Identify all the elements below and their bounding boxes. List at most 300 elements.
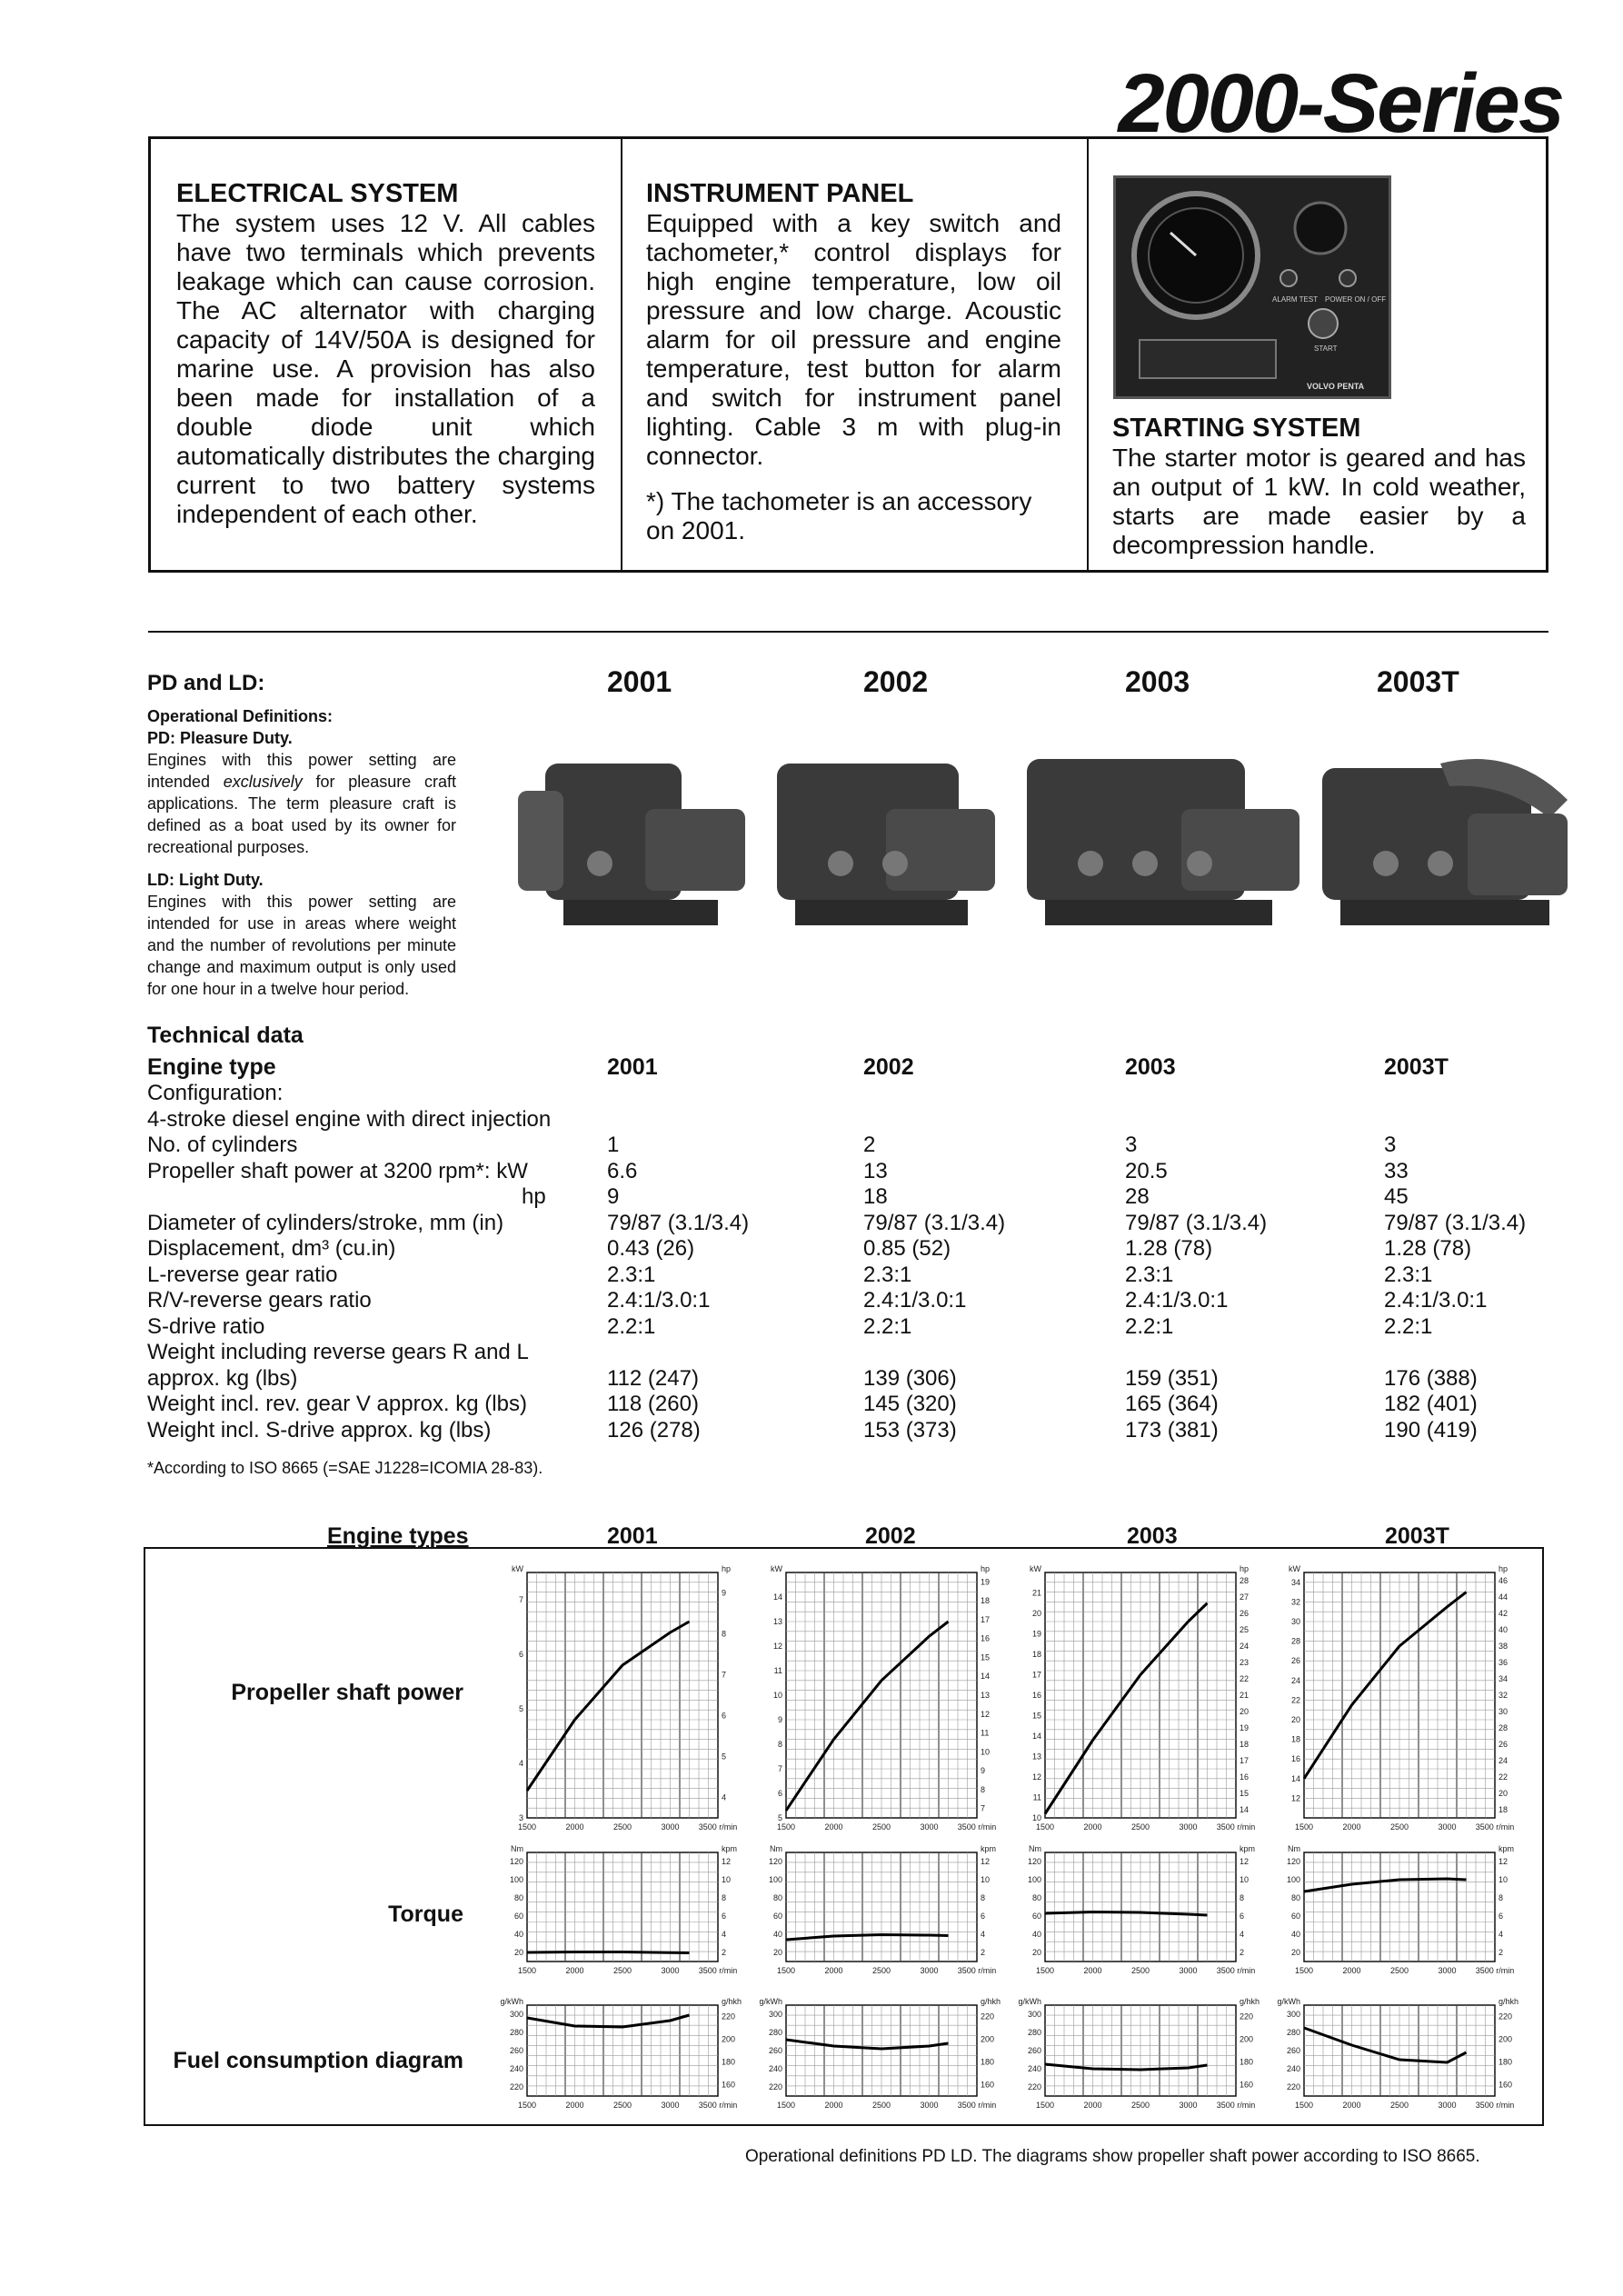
x-tick-label: 3000 — [1438, 1822, 1457, 1832]
y2-tick-label: 10 — [1499, 1875, 1508, 1884]
y2-unit-label: hp — [722, 1564, 732, 1573]
y2-tick-label: 160 — [1499, 2080, 1513, 2090]
tech-cell: 3 — [1125, 1133, 1138, 1157]
y-tick-label: 280 — [768, 2028, 782, 2037]
y2-tick-label: 5 — [722, 1752, 727, 1762]
y-tick-label: 3 — [518, 1813, 523, 1822]
tech-cell: 9 — [607, 1184, 620, 1209]
y2-tick-label: 180 — [1240, 2057, 1254, 2067]
tech-row-label: No. of cylinders — [147, 1133, 298, 1157]
tech-cell: 165 (364) — [1125, 1392, 1219, 1416]
ld-title: LD: Light Duty. — [147, 871, 264, 889]
y-tick-label: 80 — [513, 1893, 523, 1902]
tech-row-label: Configuration: — [147, 1081, 284, 1105]
y2-tick-label: 8 — [1499, 1893, 1504, 1902]
pdld-heading: PD and LD: — [147, 671, 265, 695]
y-tick-label: 80 — [1290, 1893, 1300, 1902]
engine-type-label: Engine type — [147, 1054, 276, 1080]
tech-cell: 45 — [1384, 1184, 1409, 1209]
tech-cell: 190 (419) — [1384, 1417, 1478, 1442]
y-tick-label: 80 — [1031, 1893, 1041, 1902]
y2-unit-label: kpm — [981, 1844, 997, 1853]
y-tick-label: 20 — [1290, 1948, 1300, 1957]
chart-model-2002: 2002 — [865, 1523, 916, 1549]
y2-tick-label: 15 — [981, 1652, 991, 1662]
tech-cell: 1.28 (78) — [1125, 1236, 1213, 1261]
x-tick-label: 3000 — [920, 1966, 939, 1975]
y-tick-label: 260 — [1286, 2046, 1300, 2055]
x-tick-label: 2500 — [871, 1966, 891, 1975]
starting-body: The starter motor is geared and has an output of 1 kW. In cold weather, starts are made easier by a decompression handle. — [1112, 444, 1526, 559]
y2-tick-label: 32 — [1499, 1691, 1508, 1700]
y-tick-label: 280 — [1286, 2028, 1300, 2037]
y-tick-label: 40 — [1290, 1930, 1300, 1939]
y2-tick-label: 12 — [981, 1857, 991, 1866]
svg-text:VOLVO PENTA: VOLVO PENTA — [1307, 382, 1365, 391]
y-unit-label: kW — [1030, 1564, 1041, 1573]
y-tick-label: 300 — [1027, 2010, 1041, 2019]
y2-tick-label: 2 — [1240, 1948, 1245, 1957]
y-tick-label: 18 — [1290, 1734, 1300, 1744]
y2-tick-label: 7 — [722, 1670, 727, 1680]
tech-cell: 182 (401) — [1384, 1392, 1478, 1416]
x-tick-label: 1500 — [776, 2101, 796, 2110]
y2-tick-label: 18 — [981, 1596, 991, 1606]
tech-model-2001: 2001 — [607, 1054, 658, 1080]
model-header-2003: 2003 — [1125, 665, 1190, 698]
tech-footnote: *According to ISO 8665 (=SAE J1228=ICOMIA 28-83). — [147, 1459, 543, 1477]
y-tick-label: 20 — [1031, 1609, 1041, 1618]
tech-cell: 2.2:1 — [1384, 1313, 1433, 1339]
tech-model-2002: 2002 — [863, 1054, 914, 1080]
tech-cell: 0.85 (52) — [863, 1236, 951, 1261]
y2-unit-label: kpm — [1499, 1844, 1515, 1853]
y-tick-label: 12 — [1031, 1772, 1041, 1782]
tech-row-label: Weight including reverse gears R and L — [147, 1340, 529, 1364]
y2-tick-label: 8 — [981, 1893, 986, 1902]
y-tick-label: 220 — [768, 2082, 782, 2091]
y2-tick-label: 4 — [722, 1792, 727, 1802]
tech-model-2003: 2003 — [1125, 1054, 1176, 1080]
electrical-title: ELECTRICAL SYSTEM — [176, 179, 459, 208]
y-tick-label: 220 — [509, 2082, 523, 2091]
tech-cell: 159 (351) — [1125, 1365, 1219, 1391]
y2-tick-label: 13 — [981, 1691, 991, 1700]
y2-tick-label: 27 — [1240, 1592, 1250, 1602]
instrument-note: *) The tachometer is an accessory on 2001. — [646, 487, 1032, 544]
y2-tick-label: 12 — [981, 1709, 991, 1719]
y-tick-label: 10 — [772, 1691, 782, 1700]
y-unit-label: kW — [771, 1564, 782, 1573]
x-tick-label: 1500 — [1035, 1966, 1055, 1975]
y-tick-label: 18 — [1031, 1650, 1041, 1659]
y2-tick-label: 18 — [1240, 1740, 1250, 1749]
engine-2002-image — [759, 745, 1004, 936]
y2-tick-label: 44 — [1499, 1592, 1508, 1602]
y2-tick-label: 220 — [981, 2011, 995, 2021]
y2-unit-label: hp — [981, 1564, 991, 1573]
y-tick-label: 14 — [772, 1592, 782, 1602]
x-tick-label: 3500 r/min — [957, 1822, 997, 1832]
tech-row-label: Displacement, dm³ (cu.in) — [147, 1236, 396, 1261]
y-unit-label: kW — [1289, 1564, 1300, 1573]
tech-cell: 2 — [863, 1133, 876, 1157]
x-tick-label: 3000 — [1179, 1822, 1198, 1832]
x-tick-label: 2000 — [1342, 2101, 1361, 2110]
y2-tick-label: 12 — [1240, 1857, 1250, 1866]
y2-tick-label: 34 — [1499, 1674, 1508, 1683]
tachometer-icon — [1116, 178, 1389, 396]
y-tick-label: 5 — [518, 1704, 523, 1713]
y-tick-label: 5 — [777, 1813, 782, 1822]
x-tick-label: 2000 — [1083, 2101, 1102, 2110]
x-tick-label: 2000 — [565, 1822, 584, 1832]
y2-unit-label: kpm — [722, 1844, 738, 1853]
y2-tick-label: 15 — [1240, 1789, 1250, 1798]
x-tick-label: 1500 — [517, 1966, 537, 1975]
y-tick-label: 11 — [1032, 1792, 1041, 1802]
tech-cell: 126 (278) — [607, 1417, 701, 1442]
y-unit-label: g/kWh — [1277, 1997, 1300, 2006]
x-tick-label: 3500 r/min — [957, 2101, 997, 2110]
y-tick-label: 13 — [1031, 1752, 1041, 1762]
chart-10 — [1009, 1996, 1268, 2132]
tech-cell: 2.4:1/3.0:1 — [863, 1288, 967, 1313]
y2-tick-label: 25 — [1240, 1625, 1250, 1634]
y2-tick-label: 6 — [981, 1912, 986, 1921]
x-tick-label: 3500 r/min — [698, 2101, 738, 2110]
y-tick-label: 22 — [1290, 1695, 1300, 1705]
x-tick-label: 2000 — [1342, 1966, 1361, 1975]
tech-cell: 2.4:1/3.0:1 — [1384, 1288, 1488, 1313]
y2-tick-label: 180 — [981, 2057, 995, 2067]
x-tick-label: 2000 — [824, 2101, 843, 2110]
y-tick-label: 34 — [1290, 1577, 1300, 1587]
x-tick-label: 3000 — [920, 2101, 939, 2110]
y2-tick-label: 200 — [981, 2034, 995, 2044]
y2-tick-label: 220 — [1240, 2011, 1254, 2021]
y-tick-label: 17 — [1031, 1670, 1041, 1680]
series-line — [527, 1952, 690, 1953]
y2-unit-label: g/hkh — [981, 1997, 1001, 2006]
y-tick-label: 100 — [768, 1875, 782, 1884]
y-tick-label: 60 — [1031, 1912, 1041, 1921]
x-tick-label: 2500 — [1130, 1822, 1150, 1832]
y-tick-label: 14 — [1031, 1732, 1041, 1741]
y2-tick-label: 16 — [1240, 1772, 1250, 1782]
y-tick-label: 100 — [509, 1875, 523, 1884]
chart-9 — [750, 1996, 1009, 2132]
x-tick-label: 3500 r/min — [698, 1966, 738, 1975]
chart-8 — [491, 1996, 750, 2132]
tech-cell: 20.5 — [1125, 1158, 1168, 1183]
y-tick-label: 240 — [1027, 2064, 1041, 2073]
y-tick-label: 20 — [513, 1948, 523, 1957]
y-tick-label: 100 — [1027, 1875, 1041, 1884]
tech-cell: 2.2:1 — [863, 1313, 912, 1339]
x-tick-label: 2000 — [1083, 1822, 1102, 1832]
x-tick-label: 2500 — [612, 2101, 632, 2110]
y2-tick-label: 200 — [1240, 2034, 1254, 2044]
y-tick-label: 16 — [1031, 1691, 1041, 1700]
y2-tick-label: 220 — [1499, 2011, 1513, 2021]
y-tick-label: 7 — [518, 1595, 523, 1604]
y2-tick-label: 22 — [1240, 1674, 1250, 1683]
x-tick-label: 2000 — [824, 1822, 843, 1832]
y2-tick-label: 4 — [722, 1930, 727, 1939]
x-tick-label: 1500 — [1035, 2101, 1055, 2110]
instrument-title: INSTRUMENT PANEL — [646, 179, 914, 208]
tech-cell: 0.43 (26) — [607, 1236, 695, 1261]
chart-0 — [491, 1563, 750, 1854]
x-tick-label: 1500 — [1035, 1822, 1055, 1832]
y2-unit-label: g/hkh — [722, 1997, 742, 2006]
tech-row-label: L-reverse gear ratio — [147, 1262, 338, 1287]
chart-4 — [491, 1843, 750, 1998]
tech-cell: 2.3:1 — [1125, 1262, 1174, 1287]
y-tick-label: 15 — [1031, 1711, 1041, 1721]
y-tick-label: 7 — [777, 1764, 782, 1773]
chart-11 — [1268, 1996, 1527, 2132]
tech-cell: 112 (247) — [607, 1365, 699, 1391]
y2-tick-label: 23 — [1240, 1658, 1250, 1667]
y2-tick-label: 42 — [1499, 1609, 1508, 1618]
y2-tick-label: 11 — [981, 1728, 990, 1738]
x-tick-label: 3500 r/min — [698, 1822, 738, 1832]
y-tick-label: 20 — [1031, 1948, 1041, 1957]
x-tick-label: 2000 — [565, 2101, 584, 2110]
y2-tick-label: 16 — [981, 1633, 991, 1643]
x-tick-label: 2000 — [824, 1966, 843, 1975]
y2-unit-label: kpm — [1240, 1844, 1256, 1853]
systems-box — [148, 136, 1548, 573]
x-tick-label: 3500 r/min — [1216, 1966, 1256, 1975]
tech-row-label: 4-stroke diesel engine with direct injection — [147, 1106, 552, 1132]
chart-model-2001: 2001 — [607, 1523, 658, 1549]
y2-tick-label: 12 — [1499, 1857, 1508, 1866]
y-tick-label: 6 — [777, 1789, 782, 1798]
y2-tick-label: 10 — [1240, 1875, 1250, 1884]
y2-tick-label: 28 — [1499, 1723, 1508, 1732]
instrument-column — [621, 139, 1087, 570]
y2-tick-label: 14 — [981, 1672, 991, 1682]
x-tick-label: 1500 — [776, 1822, 796, 1832]
y-tick-label: 11 — [773, 1666, 782, 1675]
y2-tick-label: 8 — [981, 1784, 986, 1794]
x-tick-label: 2500 — [871, 2101, 891, 2110]
tech-cell: 79/87 (3.1/3.4) — [863, 1210, 1006, 1235]
chart-6 — [1009, 1843, 1268, 1998]
x-tick-label: 2500 — [1130, 1966, 1150, 1975]
y2-tick-label: 38 — [1499, 1642, 1508, 1651]
y-tick-label: 12 — [1290, 1793, 1300, 1803]
x-tick-label: 1500 — [1294, 2101, 1314, 2110]
x-tick-label: 1500 — [776, 1966, 796, 1975]
tech-cell: 176 (388) — [1384, 1365, 1478, 1391]
tech-row-label: Diameter of cylinders/stroke, mm (in) — [147, 1210, 504, 1235]
y2-tick-label: 40 — [1499, 1625, 1508, 1634]
svg-text:ALARM TEST: ALARM TEST — [1272, 295, 1319, 304]
y-tick-label: 240 — [1286, 2064, 1300, 2073]
y-tick-label: 40 — [513, 1930, 523, 1939]
x-tick-label: 2500 — [871, 1822, 891, 1832]
engine-2003t-image — [1304, 745, 1577, 936]
y2-tick-label: 17 — [1240, 1756, 1250, 1765]
x-tick-label: 2500 — [1389, 2101, 1409, 2110]
tech-cell: 2.3:1 — [1384, 1262, 1433, 1287]
row-label-torque: Torque — [388, 1902, 463, 1927]
y-tick-label: 120 — [1027, 1857, 1041, 1866]
y-tick-label: 100 — [1286, 1875, 1300, 1884]
y2-tick-label: 14 — [1240, 1805, 1250, 1814]
y-tick-label: 120 — [768, 1857, 782, 1866]
y-tick-label: 28 — [1290, 1636, 1300, 1646]
y-tick-label: 16 — [1290, 1754, 1300, 1764]
x-tick-label: 2500 — [612, 1966, 632, 1975]
x-tick-label: 2500 — [612, 1822, 632, 1832]
y2-unit-label: g/hkh — [1499, 1997, 1519, 2006]
y2-tick-label: 8 — [1240, 1893, 1245, 1902]
y-unit-label: Nm — [770, 1844, 782, 1853]
y2-tick-label: 180 — [1499, 2057, 1513, 2067]
tech-cell: 6.6 — [607, 1158, 638, 1183]
model-header-2002: 2002 — [863, 665, 929, 698]
y2-tick-label: 18 — [1499, 1805, 1508, 1814]
y-tick-label: 13 — [772, 1617, 782, 1626]
tech-row-label: approx. kg (lbs) — [147, 1365, 298, 1391]
chart-5 — [750, 1843, 1009, 1998]
y-tick-label: 20 — [1290, 1715, 1300, 1724]
x-tick-label: 2000 — [565, 1966, 584, 1975]
y2-tick-label: 6 — [1240, 1912, 1245, 1921]
y2-tick-label: 20 — [1499, 1789, 1508, 1798]
y2-tick-label: 26 — [1240, 1609, 1250, 1618]
tech-cell: 28 — [1125, 1184, 1150, 1209]
tech-cell: 173 (381) — [1125, 1417, 1219, 1442]
x-tick-label: 2000 — [1083, 1966, 1102, 1975]
y2-tick-label: 160 — [722, 2080, 736, 2090]
y2-tick-label: 6 — [722, 1711, 727, 1721]
starting-column — [1087, 139, 1546, 570]
electrical-column — [151, 139, 621, 570]
x-tick-label: 3500 r/min — [1475, 1822, 1515, 1832]
instrument-body: Equipped with a key switch and tachometer,* control displays for high engine temperature, low oil pressure and low charge. Acoustic alarm for oil pressure and engine temperature, test button for alarm and switch for instrument panel lighting. Cable 3 m with plug-in connector. — [646, 209, 1061, 470]
tech-row-label: Weight incl. S-drive approx. kg (lbs) — [147, 1417, 492, 1442]
series-title: 2000-Series — [1118, 57, 1563, 150]
x-tick-label: 3000 — [1438, 2101, 1457, 2110]
y2-tick-label: 200 — [722, 2034, 736, 2044]
y2-tick-label: 6 — [1499, 1912, 1504, 1921]
y-tick-label: 10 — [1031, 1813, 1041, 1822]
y-tick-label: 40 — [772, 1930, 782, 1939]
x-tick-label: 1500 — [517, 2101, 537, 2110]
y2-tick-label: 8 — [722, 1629, 727, 1639]
y-tick-label: 80 — [772, 1893, 782, 1902]
y2-unit-label: hp — [1499, 1564, 1508, 1573]
y2-tick-label: 24 — [1240, 1642, 1250, 1651]
ld-body: Engines with this power setting are intended for use in areas where weight and the number of revolutions per minute change and maximum output is only used for one hour in a twelve hour period. — [147, 893, 456, 998]
y-tick-label: 21 — [1031, 1588, 1041, 1598]
y-tick-label: 300 — [1286, 2010, 1300, 2019]
engine-types-label: Engine types — [327, 1523, 469, 1549]
y-tick-label: 60 — [1290, 1912, 1300, 1921]
tech-cell: 139 (306) — [863, 1365, 957, 1391]
tech-row-label: Propeller shaft power at 3200 rpm*: kW — [147, 1158, 528, 1183]
y-tick-label: 260 — [1027, 2046, 1041, 2055]
chart-model-2003t: 2003T — [1385, 1523, 1449, 1549]
y2-tick-label: 160 — [981, 2080, 995, 2090]
y-tick-label: 60 — [772, 1912, 782, 1921]
y-tick-label: 220 — [1027, 2082, 1041, 2091]
x-tick-label: 1500 — [1294, 1822, 1314, 1832]
y2-tick-label: 36 — [1499, 1658, 1508, 1667]
y-unit-label: g/kWh — [1018, 1997, 1041, 2006]
y-unit-label: g/kWh — [500, 1997, 523, 2006]
x-tick-label: 2500 — [1389, 1822, 1409, 1832]
y2-tick-label: 220 — [722, 2011, 736, 2021]
y-unit-label: Nm — [1288, 1844, 1300, 1853]
x-tick-label: 3500 r/min — [1475, 2101, 1515, 2110]
y-tick-label: 220 — [1286, 2082, 1300, 2091]
model-header-2003t: 2003T — [1377, 665, 1459, 698]
x-tick-label: 3000 — [661, 1822, 680, 1832]
y-tick-label: 120 — [1286, 1857, 1300, 1866]
y-tick-label: 240 — [768, 2064, 782, 2073]
y-tick-label: 60 — [513, 1912, 523, 1921]
tech-cell: 79/87 (3.1/3.4) — [607, 1210, 750, 1235]
y-tick-label: 280 — [1027, 2028, 1041, 2037]
y2-tick-label: 9 — [722, 1588, 727, 1598]
pdld-definitions — [147, 671, 456, 1000]
row-label-power: Propeller shaft power — [231, 1680, 463, 1705]
tech-row-label: R/V-reverse gears ratio — [147, 1288, 372, 1313]
engine-2003-image — [1009, 745, 1309, 936]
x-tick-label: 3500 r/min — [1216, 1822, 1256, 1832]
x-tick-label: 3000 — [1438, 1966, 1457, 1975]
tech-cell: 1.28 (78) — [1384, 1236, 1472, 1261]
y2-tick-label: 30 — [1499, 1707, 1508, 1716]
y-tick-label: 9 — [777, 1715, 782, 1724]
y-tick-label: 26 — [1290, 1656, 1300, 1666]
y2-tick-label: 28 — [1240, 1576, 1250, 1585]
y2-tick-label: 200 — [1499, 2034, 1513, 2044]
y2-tick-label: 21 — [1240, 1691, 1250, 1700]
y-tick-label: 300 — [509, 2010, 523, 2019]
y-tick-label: 19 — [1031, 1629, 1041, 1639]
row-label-fuel: Fuel consumption diagram — [173, 2048, 463, 2073]
svg-text:POWER ON / OFF: POWER ON / OFF — [1325, 295, 1387, 304]
y-tick-label: 14 — [1290, 1773, 1300, 1783]
y2-tick-label: 46 — [1499, 1576, 1508, 1585]
tech-model-2003t: 2003T — [1384, 1054, 1449, 1080]
y-unit-label: Nm — [1029, 1844, 1041, 1853]
tech-cell: 79/87 (3.1/3.4) — [1125, 1210, 1268, 1235]
starting-text — [1112, 414, 1526, 560]
y2-unit-label: hp — [1240, 1564, 1250, 1573]
chart-1 — [750, 1563, 1009, 1854]
y2-tick-label: 4 — [1240, 1930, 1245, 1939]
y2-tick-label: 160 — [1240, 2080, 1254, 2090]
pd-body: Engines with this power setting are intended exclusively for pleasure craft applications. The term pleasure craft is defined as a boat used by its owner for recreational purposes. — [147, 751, 456, 856]
y-unit-label: Nm — [511, 1844, 523, 1853]
y-tick-label: 20 — [772, 1948, 782, 1957]
chart-7 — [1268, 1843, 1527, 1998]
tech-cell: 2.4:1/3.0:1 — [607, 1288, 711, 1313]
y-tick-label: 30 — [1290, 1617, 1300, 1626]
y-tick-label: 260 — [768, 2046, 782, 2055]
x-tick-label: 3500 r/min — [1475, 1966, 1515, 1975]
tech-row-label: S-drive ratio — [147, 1313, 265, 1339]
